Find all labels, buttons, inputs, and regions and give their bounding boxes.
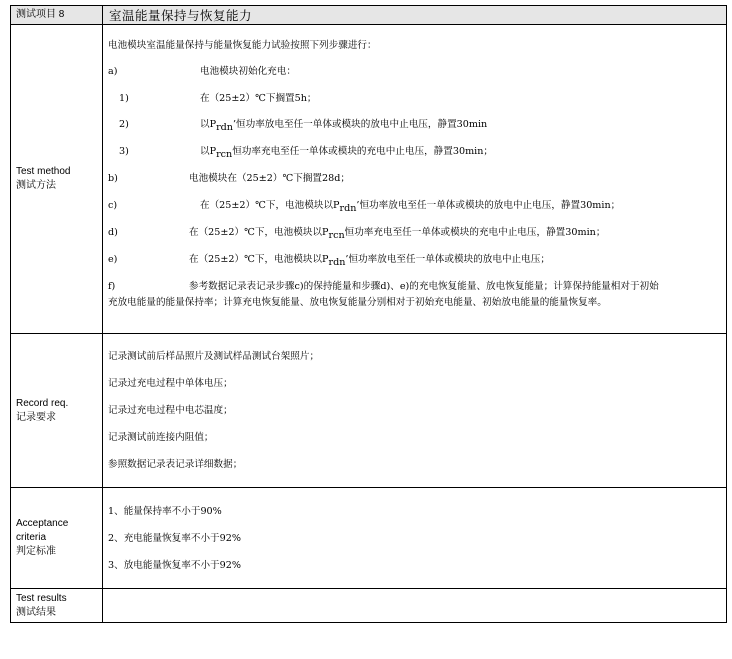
acceptance-label-en-1: Acceptance <box>16 518 69 529</box>
record-label <box>11 334 103 488</box>
record-content <box>103 334 727 488</box>
results-value <box>103 589 727 623</box>
step-text: 在（25±2）℃下，电池模块以$P_{rcn}$恒功率充电至任一单体或模块的充电中止电压，静置30min； <box>189 227 606 241</box>
step-label: a) <box>108 66 118 77</box>
acceptance-item: 1、能量保持率不小于90% <box>108 506 222 517</box>
test-item-title: 室温能量保持与恢复能力 <box>103 6 727 25</box>
step-label: c) <box>108 200 118 211</box>
record-item: 记录过充电过程中电芯温度； <box>108 405 233 416</box>
acceptance-label-en-2: criteria <box>16 532 47 543</box>
step-label: d) <box>108 227 118 238</box>
test-item-label: 测试项目 8 <box>11 6 103 25</box>
results-label-en: Test results <box>16 592 67 604</box>
step-text: 在（25±2）℃下搁置5h； <box>200 93 317 104</box>
method-row <box>11 25 727 334</box>
acceptance-label-cn: 判定标准 <box>16 546 56 557</box>
step-text: 参考数据记录表记录步骤c)的保持能量和步骤d)、e)的充电恢复能量、放电恢复能量；计算保持能量相对于初始 <box>189 281 659 292</box>
step-text: 以$P_{rcn}$恒功率充电至任一单体或模块的充电中止电压，静置30min； <box>200 146 494 160</box>
header-row <box>11 6 727 25</box>
method-label <box>11 25 103 334</box>
step-label: 1) <box>119 93 129 104</box>
step-label: e) <box>108 254 118 265</box>
step-text: 电池模块在（25±2）℃下搁置28d； <box>189 173 350 184</box>
acceptance-item: 3、放电能量恢复率不小于92% <box>108 560 241 571</box>
step-text: 在（25±2）℃下，电池模块以$P_{rdn}$’恒功率放电至任一单体或模块的放电中止电压，静置30min； <box>200 200 621 214</box>
results-row <box>11 589 727 623</box>
step-text: 以$P_{rdn}$’恒功率放电至任一单体或模块的放电中止电压，静置30min <box>200 119 488 133</box>
step-label: 2) <box>119 119 129 130</box>
acceptance-item: 2、充电能量恢复率不小于92% <box>108 533 241 544</box>
record-item: 记录过充电过程中单体电压； <box>108 378 233 389</box>
record-label-cn: 记录要求 <box>16 411 56 423</box>
acceptance-row <box>11 488 727 589</box>
method-label-en: Test method <box>16 166 71 177</box>
step-label: f) <box>108 281 116 292</box>
method-content <box>103 25 727 334</box>
step-label: b) <box>108 173 118 184</box>
acceptance-label <box>11 488 103 589</box>
spec-table <box>10 5 727 623</box>
record-item: 记录测试前后样品照片及测试样品测试台架照片； <box>108 351 320 362</box>
record-row <box>11 334 727 488</box>
step-text: 在（25±2）℃下，电池模块以$P_{rdn}$’恒功率放电至任一单体或模块的放电中止电压； <box>189 254 550 268</box>
results-label <box>11 589 103 623</box>
step-text: 电池模块初始化充电： <box>200 66 296 77</box>
record-label-en: Record req. <box>16 397 69 409</box>
record-item: 参照数据记录表记录详细数据； <box>108 459 243 470</box>
step-text-continuation: 充放电能量的能量保持率；计算充电恢复能量、放电恢复能量分别相对于初始充电能量、初始放电能量的能量恢复率。 <box>108 297 607 308</box>
acceptance-content <box>103 488 727 589</box>
step-label: 3) <box>119 146 129 157</box>
method-label-cn: 测试方法 <box>16 180 56 191</box>
method-intro: 电池模块室温能量保持与能量恢复能力试验按照下列步骤进行： <box>108 40 377 51</box>
results-label-cn: 测试结果 <box>16 606 56 618</box>
record-item: 记录测试前连接内阻值； <box>108 432 214 443</box>
